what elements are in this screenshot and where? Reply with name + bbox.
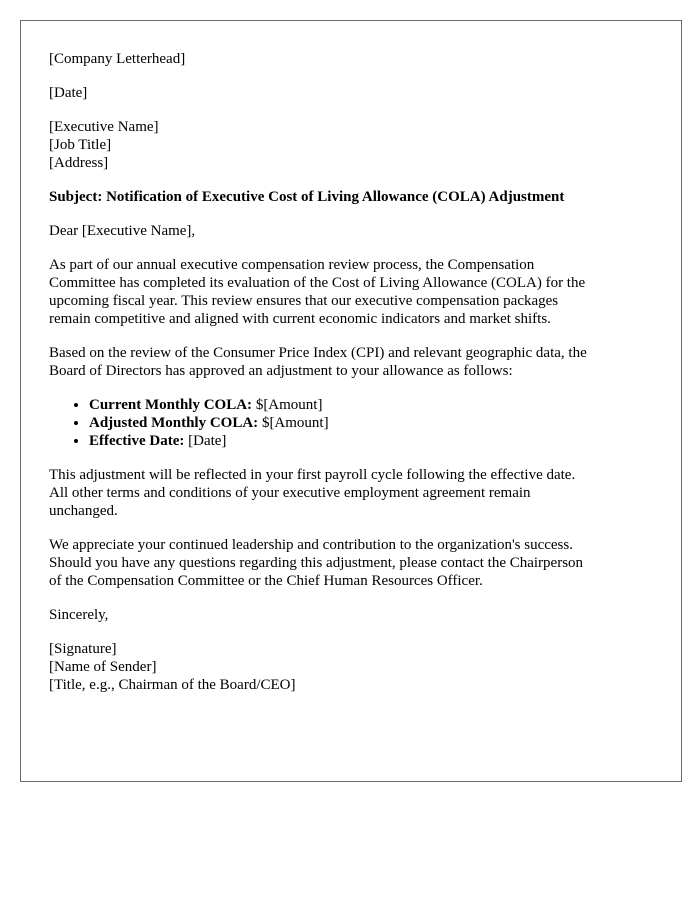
sender-name: [Name of Sender]: [49, 659, 157, 675]
paragraph-line: upcoming fiscal year. This review ensures that our executive compensation packages: [49, 293, 559, 309]
detail-label: Effective Date:: [89, 433, 185, 449]
detail-label: Adjusted Monthly COLA:: [89, 415, 259, 431]
signature: [Signature]: [49, 641, 117, 657]
paragraph-intro: [49, 256, 661, 328]
paragraph-line: Board of Directors has approved an adjustment to your allowance as follows:: [49, 363, 513, 379]
paragraph-line: All other terms and conditions of your executive employment agreement remain: [49, 485, 531, 501]
paragraph-line: remain competitive and aligned with current economic indicators and market shifts.: [49, 311, 551, 327]
recipient-job-title: [Job Title]: [49, 137, 112, 153]
detail-value: $[Amount]: [252, 397, 323, 413]
paragraph-line: of the Compensation Committee or the Chief Human Resources Officer.: [49, 573, 483, 589]
paragraph-line: As part of our annual executive compensation review process, the Compensation: [49, 257, 535, 273]
detail-value: [Date]: [184, 433, 227, 449]
list-item-current-cola: [89, 396, 661, 414]
paragraph-line: We appreciate your continued leadership and contribution to the organization's success.: [49, 537, 573, 553]
letter-page: [20, 20, 682, 782]
sender-title: [Title, e.g., Chairman of the Board/CEO]: [49, 677, 296, 693]
paragraph-line: Based on the review of the Consumer Price Index (CPI) and relevant geographic data, the: [49, 345, 587, 361]
paragraph-appreciation: [49, 536, 661, 590]
paragraph-line: unchanged.: [49, 503, 118, 519]
paragraph-line: This adjustment will be reflected in your first payroll cycle following the effective date.: [49, 467, 576, 483]
detail-value: $[Amount]: [258, 415, 329, 431]
paragraph-payroll: [49, 466, 661, 520]
adjustment-details-list: [49, 396, 661, 450]
paragraph-review: [49, 344, 661, 380]
recipient-name: [Executive Name]: [49, 119, 159, 135]
list-item-adjusted-cola: [89, 414, 661, 432]
letter-date: [Date]: [49, 85, 88, 101]
salutation: Dear [Executive Name],: [49, 223, 196, 239]
list-item-effective-date: [89, 432, 661, 450]
detail-label: Current Monthly COLA:: [89, 397, 253, 413]
paragraph-line: Committee has completed its evaluation of the Cost of Living Allowance (COLA) for the: [49, 275, 586, 291]
recipient-address: [Address]: [49, 155, 109, 171]
company-letterhead: [Company Letterhead]: [49, 51, 186, 67]
closing: Sincerely,: [49, 607, 109, 623]
subject-line: Subject: Notification of Executive Cost of Living Allowance (COLA) Adjustment: [49, 189, 565, 205]
paragraph-line: Should you have any questions regarding this adjustment, please contact the Chairperson: [49, 555, 584, 571]
